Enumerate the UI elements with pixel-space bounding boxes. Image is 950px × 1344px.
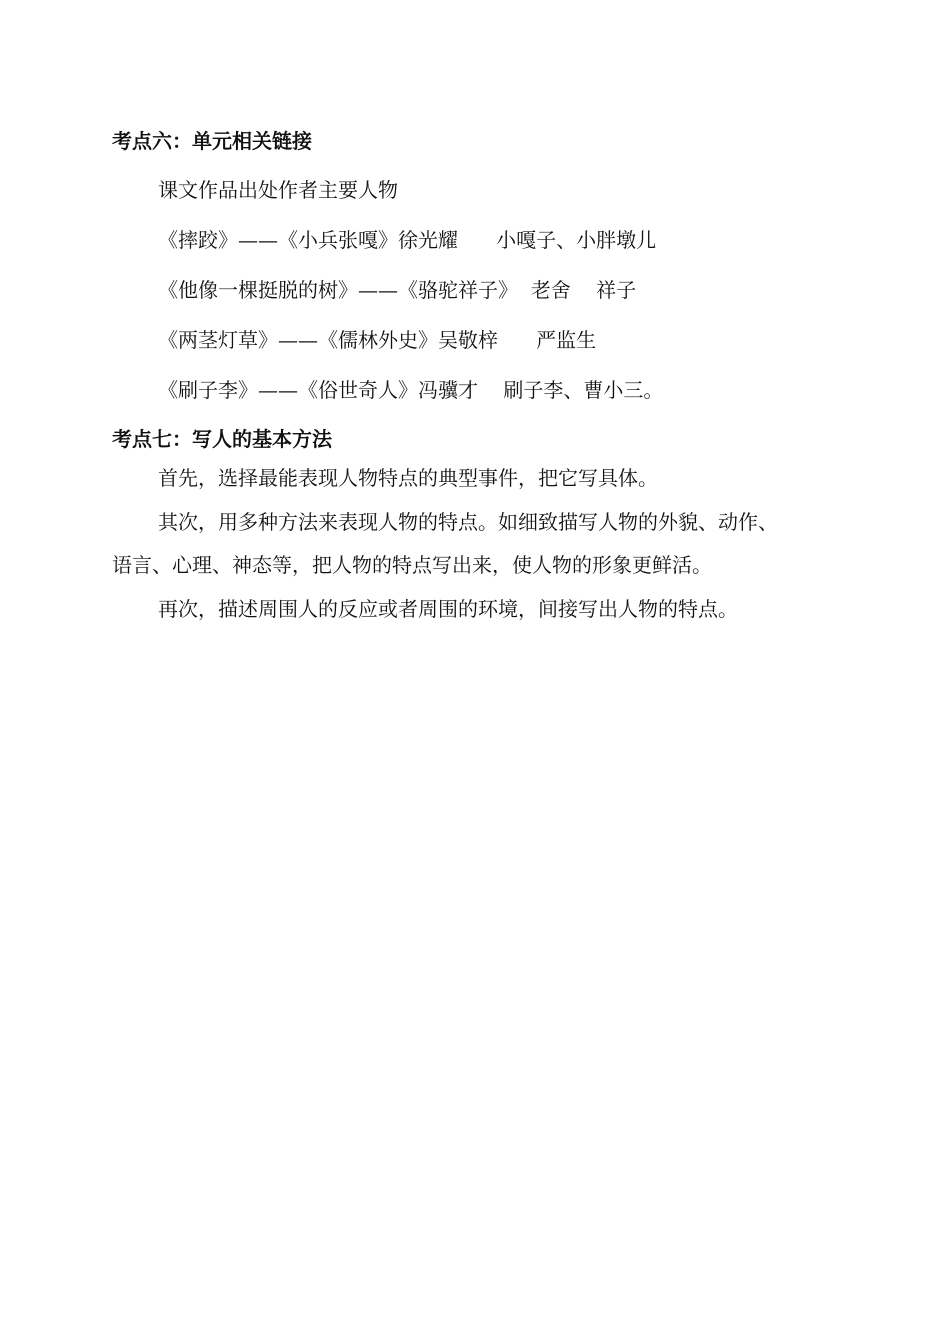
section6-heading: 考点六：单元相关链接 — [112, 129, 312, 153]
list-item: 《两茎灯草》——《儒林外史》吴敬梓 严监生 — [158, 328, 597, 352]
table-header: 课文作品出处作者主要人物 — [158, 178, 398, 202]
list-item: 《他像一棵挺脱的树》——《骆驼祥子》 老舍 祥子 — [158, 278, 637, 302]
list-item: 《摔跤》——《小兵张嘎》徐光耀 小嘎子、小胖墩儿 — [158, 228, 657, 252]
list-item: 《刷子李》——《俗世奇人》冯骥才 刷子李、曹小三。 — [158, 378, 664, 402]
section7-heading: 考点七：写人的基本方法 — [112, 427, 332, 451]
paragraph-second-line1: 其次，用多种方法来表现人物的特点。如细致描写人物的外貌、动作、 — [158, 510, 778, 534]
paragraph-third: 再次，描述周围人的反应或者周围的环境，间接写出人物的特点。 — [158, 597, 738, 621]
paragraph-second-line2: 语言、心理、神态等，把人物的特点写出来，使人物的形象更鲜活。 — [112, 553, 712, 577]
paragraph-first: 首先，选择最能表现人物特点的典型事件，把它写具体。 — [158, 466, 658, 490]
